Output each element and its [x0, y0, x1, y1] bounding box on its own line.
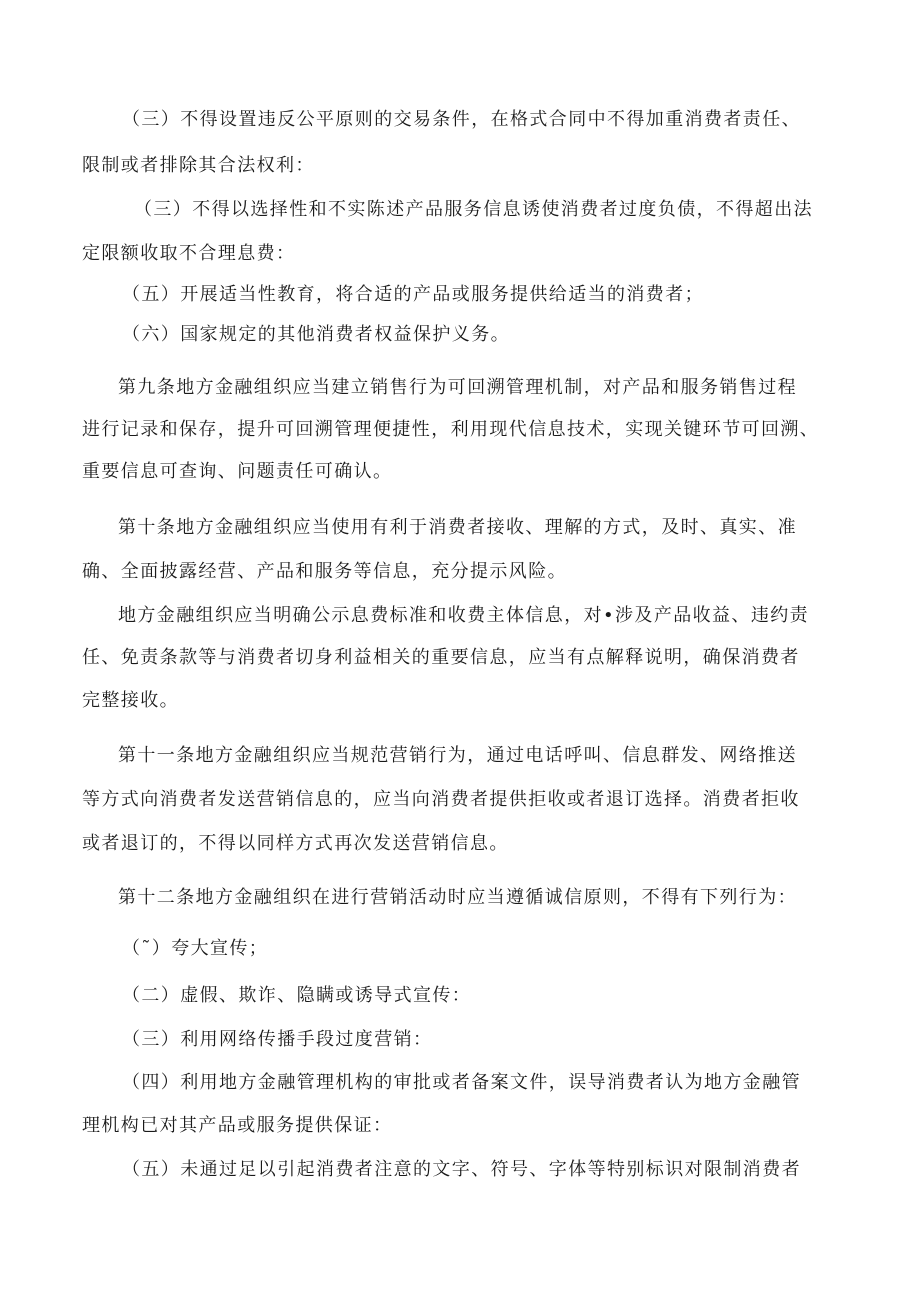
item-3a-line-1: （三）不得设置违反公平原则的交易条件，在格式合同中不得加重消费者责任、 [122, 109, 801, 130]
article-11-line-2: 等方式向消费者发送营销信息的，应当向消费者提供拒收或者退订选择。消费者拒收 [82, 789, 800, 810]
item-3a-line-2: 限制或者排除其合法权利： [82, 155, 315, 176]
art12-item-3-line-1: （三）利用网络传播手段过度营销： [122, 1029, 433, 1050]
article-10-para-2-line-2: 任、免责条款等与消费者切身利益相关的重要信息，应当有点解释说明，确保消费者 [82, 647, 800, 668]
art12-item-5-line-1: （五）未通过足以引起消费者注意的文字、符号、字体等特别标识对限制消费者 [122, 1159, 801, 1180]
art12-item-4-line-2: 理机构已对其产品或服务提供保证： [82, 1115, 393, 1136]
item-3b-line-1: （三）不得以选择性和不实陈述产品服务信息诱使消费者过度负债，不得超出法 [134, 199, 813, 220]
article-9-line-1: 第九条地方金融组织应当建立销售行为可回溯管理机制，对产品和服务销售过程 [118, 377, 797, 398]
article-10-para-2-line-1: 地方金融组织应当明确公示息费标准和收费主体信息，对•涉及产品收益、违约责 [118, 605, 810, 626]
article-10-para-2-line-3: 完整接收。 [82, 690, 179, 711]
item-6-line-1: （六）国家规定的其他消费者权益保护义务。 [122, 324, 510, 345]
article-10-line-2: 确、全面披露经营、产品和服务等信息，充分提示风险。 [82, 561, 567, 582]
article-10-line-1: 第十条地方金融组织应当使用有利于消费者接收、理解的方式，及时、真实、准 [118, 517, 797, 538]
article-11-line-1: 第十一条地方金融组织应当规范营销行为，通过电话呼叫、信息群发、网络推送 [118, 745, 797, 766]
article-9-line-3: 重要信息可查询、问题责任可确认。 [82, 461, 393, 482]
article-9-line-2: 进行记录和保存，提升可回溯管理便捷性，利用现代信息技术，实现关键环节可回溯、 [82, 419, 820, 440]
article-12-line-1: 第十二条地方金融组织在进行营销活动时应当遵循诚信原则，不得有下列行为： [118, 887, 797, 908]
item-3b-line-2: 定限额收取不合理息费： [82, 243, 296, 264]
art12-item-4-line-1: （四）利用地方金融管理机构的审批或者备案文件，误导消费者认为地方金融管 [122, 1072, 801, 1093]
article-11-line-3: 或者退订的，不得以同样方式再次发送营销信息。 [82, 833, 509, 854]
art12-item-2-line-1: （二）虚假、欺诈、隐瞒或诱导式宣传： [122, 985, 472, 1006]
item-5-line-1: （五）开展适当性教育，将合适的产品或服务提供给适当的消费者； [122, 284, 704, 305]
art12-item-1-line-1: （˜）夸大宣传； [122, 938, 269, 959]
